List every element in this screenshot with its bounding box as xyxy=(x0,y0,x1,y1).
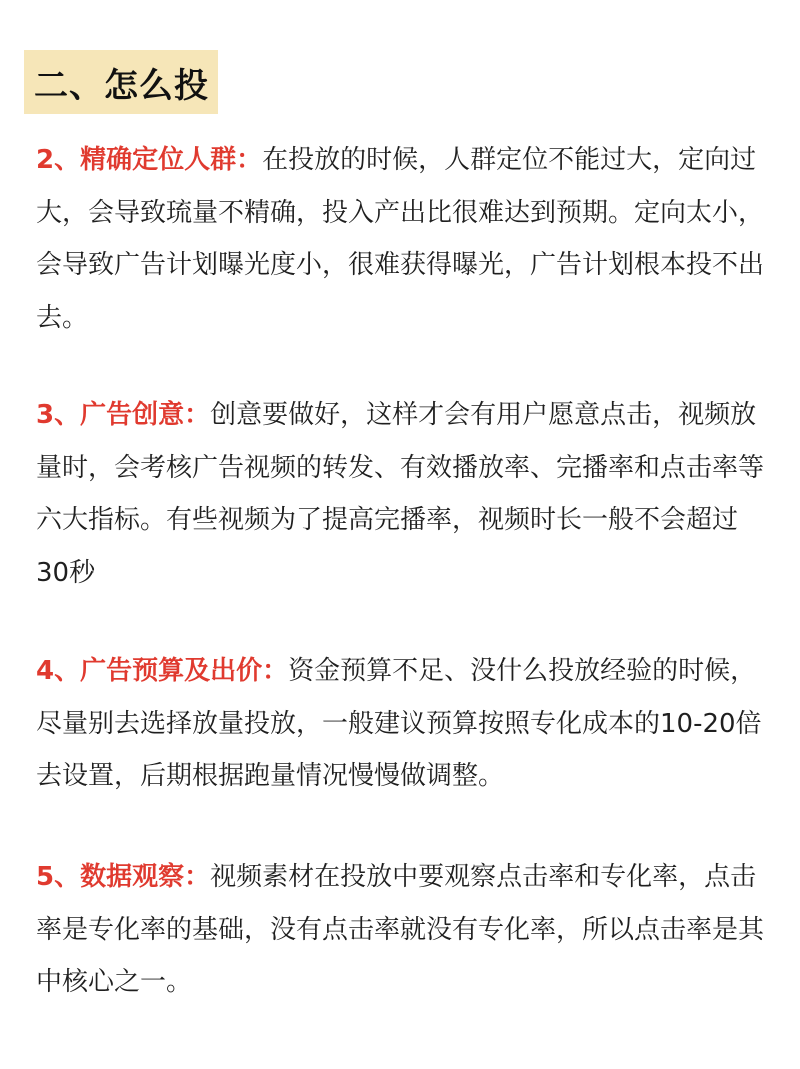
paragraph-data-observation xyxy=(36,851,766,1009)
paragraph-body: 在投放的时候，人群定位不能过大，定向过大，会导致琉量不精确，投入产出比很难达到预期。定向太小，会导致广告计划曝光度小，很难获得曝光，广告计划根本投不出去。 xyxy=(36,145,765,333)
paragraph-body: 创意要做好，这样才会有用户愿意点击，视频放量时，会考核广告视频的转发、有效播放率、完播率和点击率等六大指标。有些视频为了提高完播率，视频时长一般不会超过30秒 xyxy=(36,400,765,588)
paragraph-label: 4、广告预算及出价： xyxy=(36,656,289,686)
section-heading-box xyxy=(24,50,218,114)
paragraph-body: 资金预算不足、没什么投放经验的时候，尽量别去选择放量投放，一般建议预算按照专化成本的10-20倍去设置，后期根据跑量情况慢慢做调整。 xyxy=(36,656,762,791)
section-heading: 二、怎么投 xyxy=(34,65,209,106)
paragraph-budget xyxy=(36,645,766,803)
paragraph-body: 视频素材在投放中要观察点击率和专化率，点击率是专化率的基础，没有点击率就没有专化率，所以点击率是其中核心之一。 xyxy=(36,862,765,997)
paragraph-label: 3、广告创意： xyxy=(36,400,211,430)
paragraph-label: 2、精确定位人群： xyxy=(36,145,263,175)
paragraph-targeting xyxy=(36,134,766,344)
paragraph-label: 5、数据观察： xyxy=(36,862,211,892)
paragraph-creative xyxy=(36,389,766,599)
